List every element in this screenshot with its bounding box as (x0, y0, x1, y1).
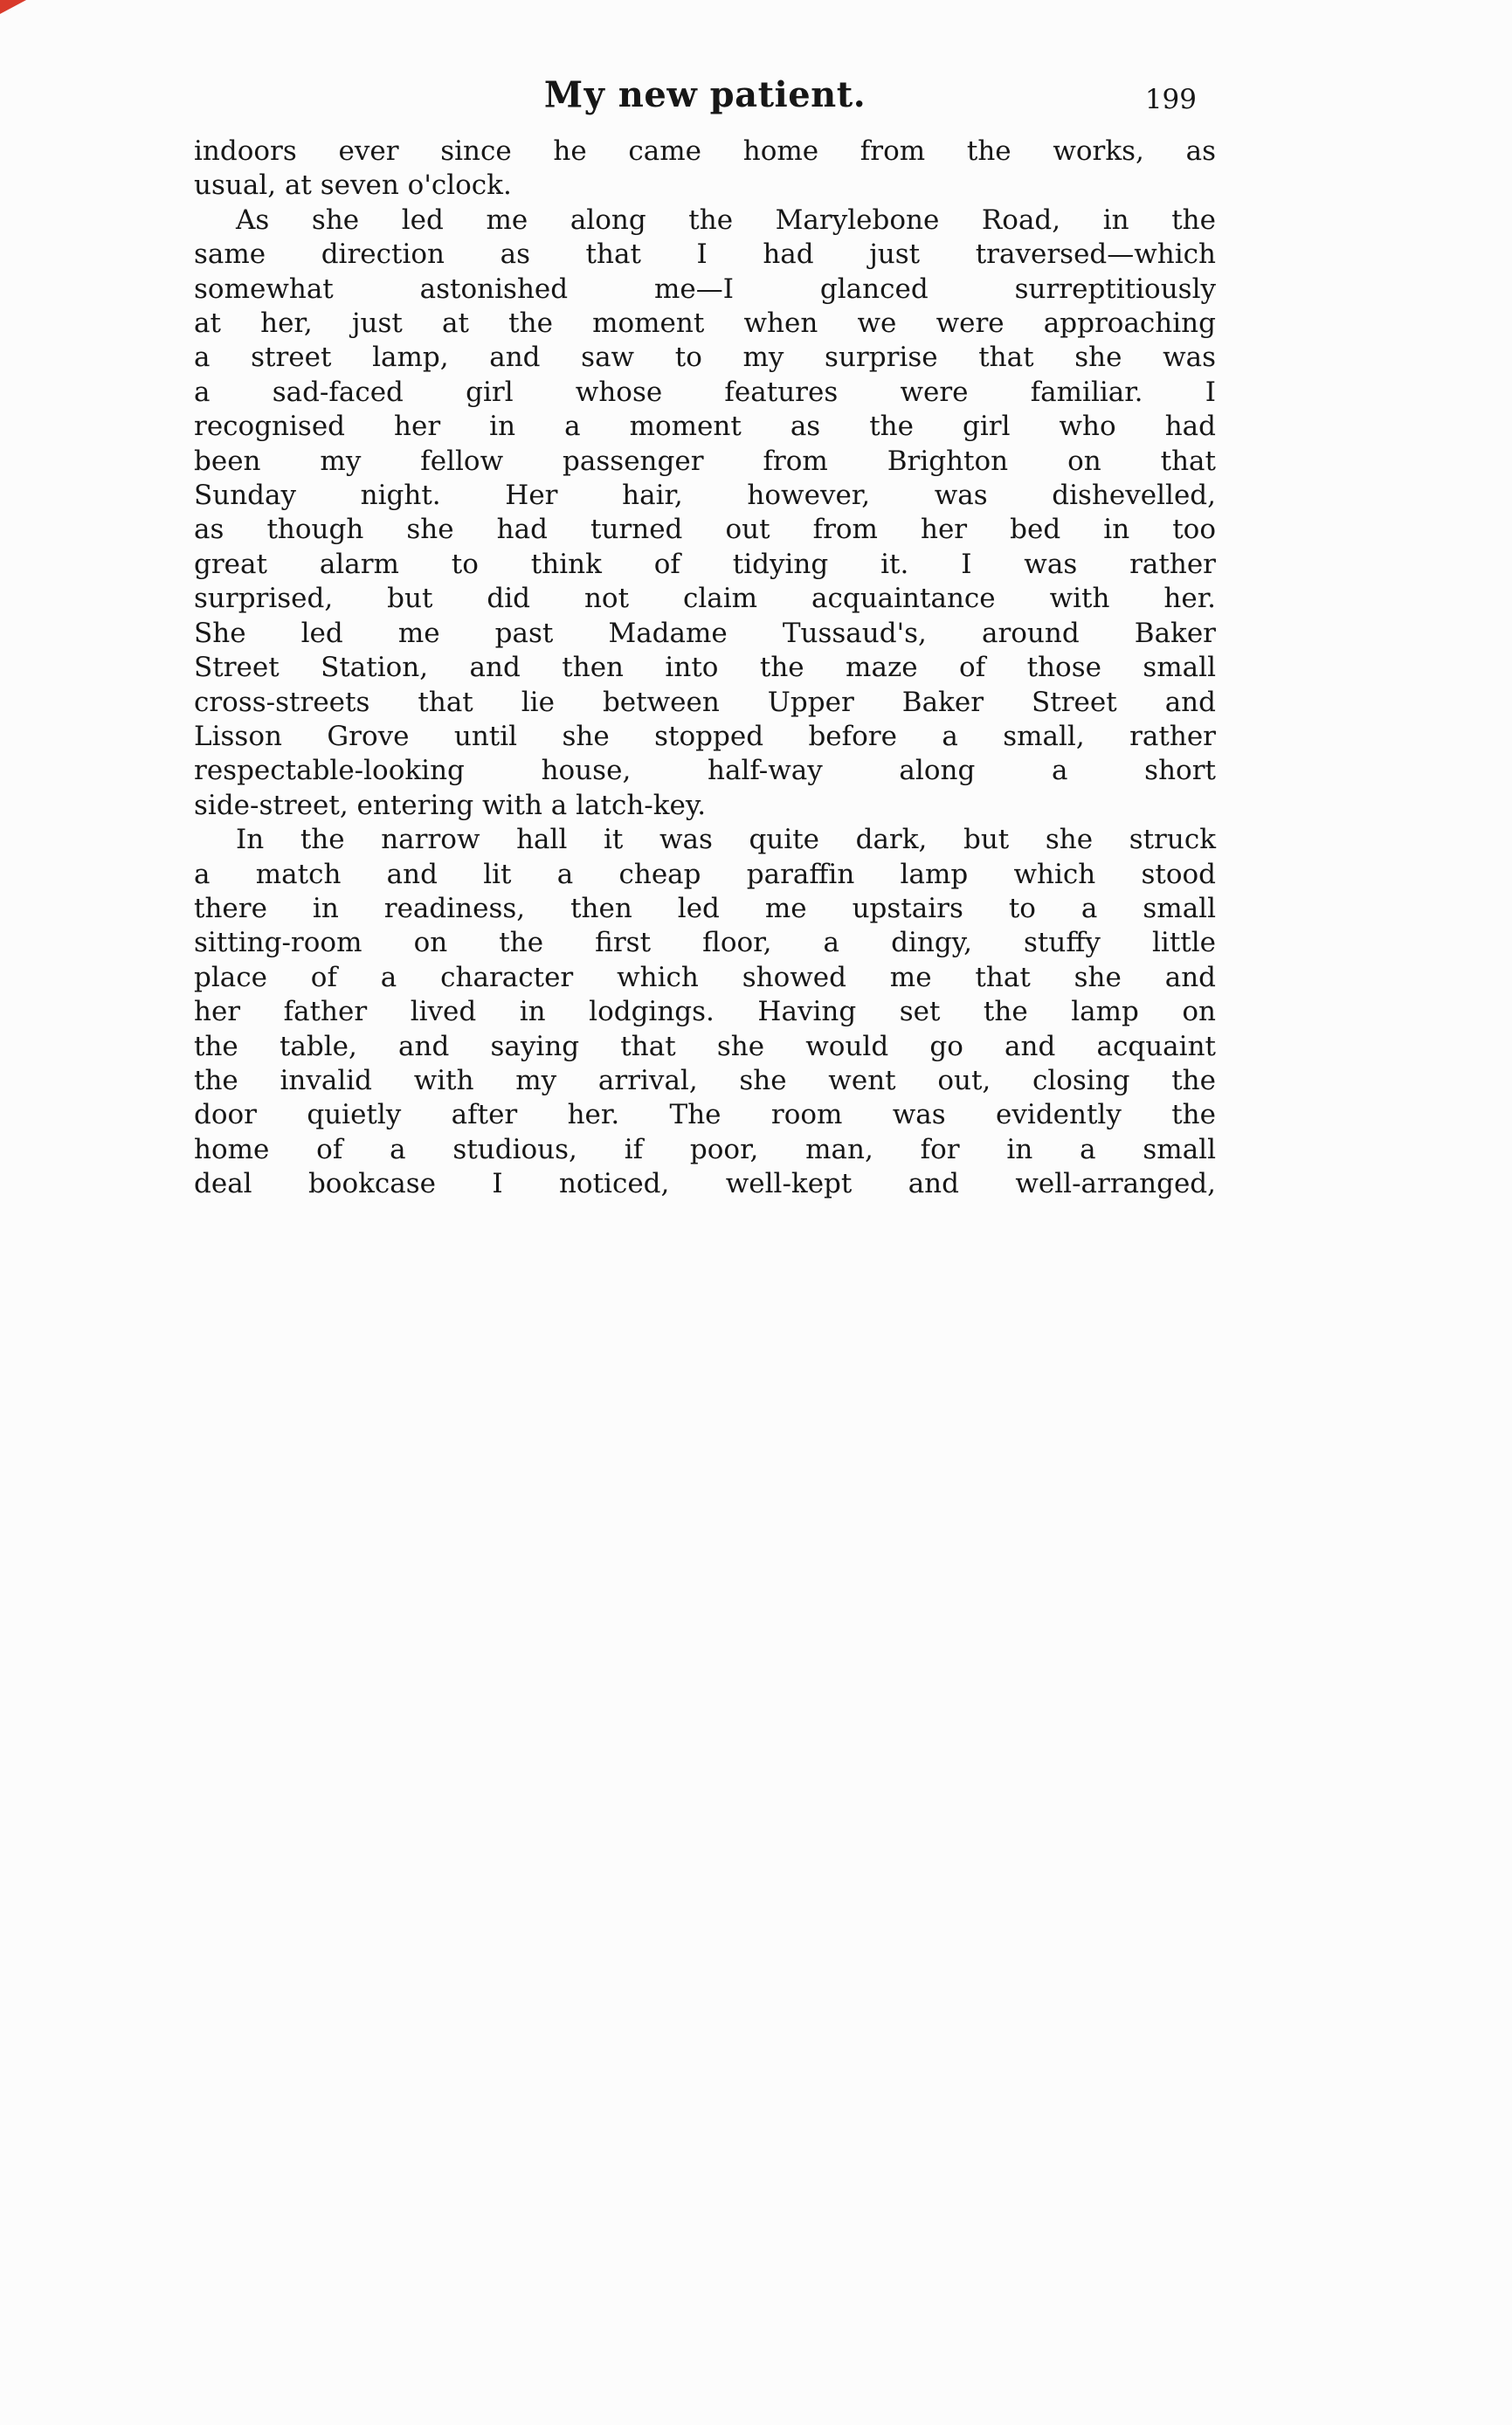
text-line: In the narrow hall it was quite dark, but she struck (236, 824, 1216, 856)
chapter-title-gothic-word: My (543, 73, 606, 116)
text-line: the table, and saying that she would go and acquaint (194, 1030, 1216, 1062)
text-line: home of a studious, if poor, man, for in a small (194, 1133, 1216, 1165)
text-line: As she led me along the Marylebone Road, in the (236, 204, 1216, 236)
text-line: been my fellow passenger from Brighton on that (194, 445, 1216, 477)
text-line: respectable-looking house, half-way along a short (194, 755, 1216, 787)
text-line: door quietly after her. The room was evidently the (194, 1099, 1216, 1131)
text-line: Street Station, and then into the maze of those small (194, 652, 1216, 684)
text-line: as though she had turned out from her bed in too (194, 514, 1216, 546)
chapter-title-rest: new patient. (605, 74, 866, 115)
page-text (194, 135, 1216, 1202)
text-line: her father lived in lodgings. Having set the lamp on (194, 996, 1216, 1028)
text-line: a match and lit a cheap paraffin lamp which stood (194, 858, 1216, 890)
text-line: place of a character which showed me that she and (194, 961, 1216, 993)
text-column (194, 73, 1216, 1202)
text-line: side-street, entering with a latch-key. (194, 789, 707, 821)
text-line: the invalid with my arrival, she went out, closing the (194, 1064, 1216, 1096)
text-line: somewhat astonished me—I glanced surreptitiously (194, 273, 1216, 305)
text-line: Lisson Grove until she stopped before a small, rather (194, 720, 1216, 752)
text-line: a street lamp, and saw to my surprise that she was (194, 342, 1216, 374)
red-corner-mark (0, 0, 26, 14)
text-line: sitting-room on the first floor, a dingy, stuffy little (194, 927, 1216, 959)
text-line: same direction as that I had just traversed—which (194, 238, 1216, 271)
page-header (194, 73, 1216, 122)
chapter-title (194, 73, 1216, 117)
text-line: at her, just at the moment when we were approaching (194, 307, 1216, 340)
text-line: great alarm to think of tidying it. I was rather (194, 548, 1216, 580)
text-line: usual, at seven o'clock. (194, 169, 512, 202)
text-line: deal bookcase I noticed, well-kept and well-arranged, (194, 1168, 1216, 1200)
text-line: cross-streets that lie between Upper Baker Street and (194, 686, 1216, 718)
text-line: there in readiness, then led me upstairs to a small (194, 892, 1216, 924)
text-line: She led me past Madame Tussaud's, around Baker (194, 617, 1216, 649)
text-line: recognised her in a moment as the girl who had (194, 411, 1216, 443)
text-line: a sad-faced girl whose features were familiar. I (194, 376, 1216, 408)
page-number: 199 (1144, 84, 1197, 115)
text-line: surprised, but did not claim acquaintance with her. (194, 583, 1216, 615)
text-line: Sunday night. Her hair, however, was dishevelled, (194, 480, 1216, 512)
text-line: indoors ever since he came home from the works, as (194, 135, 1216, 167)
